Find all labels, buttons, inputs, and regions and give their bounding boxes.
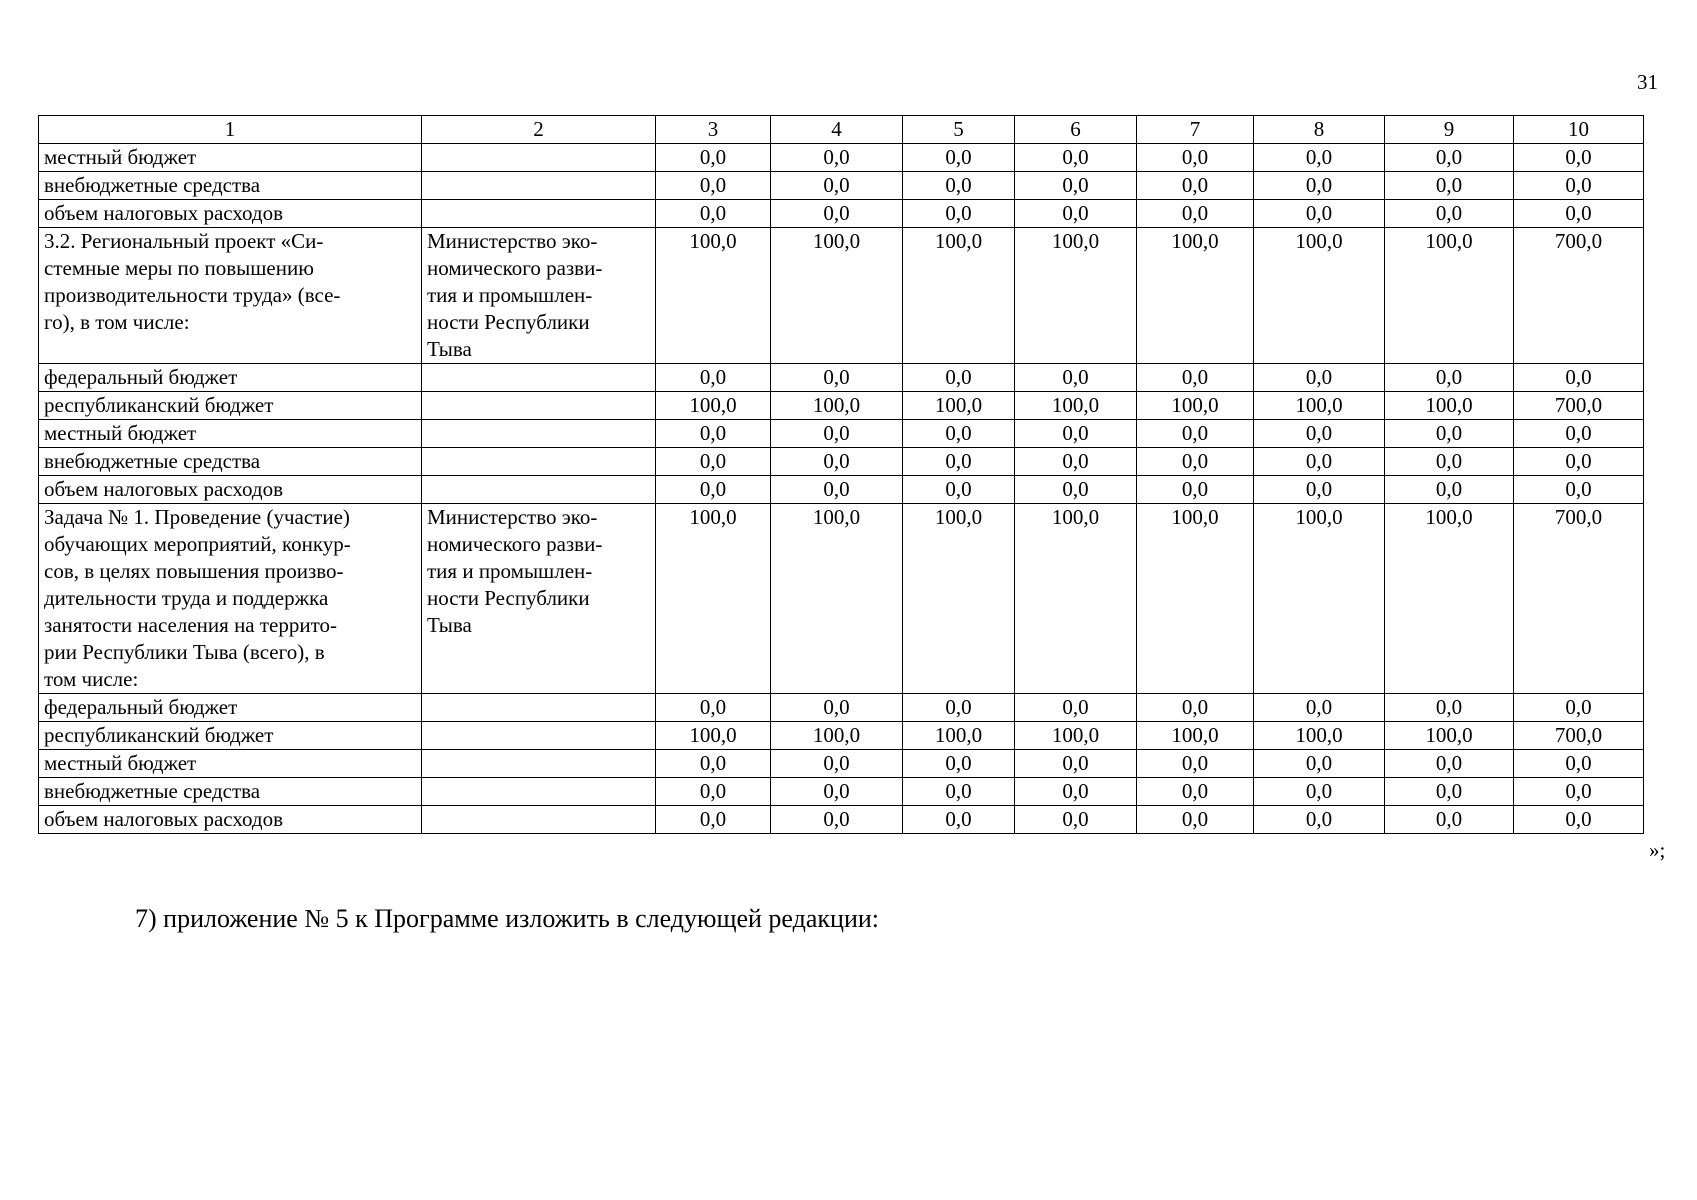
value-cell: 0,0 [1385,172,1514,200]
value-cell: 100,0 [771,504,903,694]
value-cell: 0,0 [771,750,903,778]
value-cell: 0,0 [656,200,771,228]
value-cell: 100,0 [1385,228,1514,364]
header-cell: 7 [1137,116,1254,144]
value-cell: 100,0 [1254,504,1385,694]
value-cell: 100,0 [656,504,771,694]
table-row-funding-source [39,806,1644,834]
table-row-funding-source [39,392,1644,420]
row-label-cell: внебюджетные средства [39,172,422,200]
budget-table [38,115,1644,834]
value-cell: 0,0 [656,694,771,722]
value-cell: 0,0 [1254,420,1385,448]
value-cell: 0,0 [903,778,1015,806]
row-label-cell: Задача № 1. Проведение (участие) обучающих мероприятий, конкур- сов, в целях повышения произво- дительности труда и поддержка занятости населения на террито- рии Республики Тыва (всего), в том числе: [39,504,422,694]
value-cell: 100,0 [1385,722,1514,750]
value-cell: 0,0 [1385,448,1514,476]
value-cell: 0,0 [903,448,1015,476]
value-cell: 0,0 [1514,750,1644,778]
table-row-funding-source [39,200,1644,228]
value-cell: 0,0 [903,200,1015,228]
amendment-instruction: 7) приложение № 5 к Программе изложить в следующей редакции: [135,904,879,933]
value-cell: 0,0 [1514,476,1644,504]
row-label-cell: республиканский бюджет [39,722,422,750]
value-cell: 0,0 [1137,200,1254,228]
value-cell: 0,0 [1137,750,1254,778]
row-label-cell: местный бюджет [39,750,422,778]
value-cell: 700,0 [1514,392,1644,420]
value-cell: 0,0 [1137,448,1254,476]
value-cell: 0,0 [903,806,1015,834]
executor-cell [422,448,656,476]
header-cell: 2 [422,116,656,144]
value-cell: 0,0 [1254,476,1385,504]
value-cell: 0,0 [1015,200,1137,228]
executor-cell [422,144,656,172]
table-row-funding-source [39,144,1644,172]
value-cell: 100,0 [903,392,1015,420]
value-cell: 0,0 [1254,144,1385,172]
value-cell: 0,0 [1385,364,1514,392]
row-label-cell: внебюджетные средства [39,778,422,806]
executor-cell: Министерство эко- номического разви- тия и промышлен- ности Республики Тыва [422,504,656,694]
value-cell: 100,0 [1254,228,1385,364]
table-row-funding-source [39,172,1644,200]
value-cell: 100,0 [1385,504,1514,694]
table-header-row [39,116,1644,144]
value-cell: 100,0 [1254,392,1385,420]
executor-cell [422,806,656,834]
value-cell: 100,0 [1015,722,1137,750]
executor-cell [422,172,656,200]
executor-cell [422,778,656,806]
value-cell: 0,0 [1514,806,1644,834]
value-cell: 100,0 [903,504,1015,694]
value-cell: 0,0 [903,172,1015,200]
value-cell: 0,0 [771,364,903,392]
executor-cell [422,722,656,750]
value-cell: 100,0 [656,722,771,750]
header-cell: 3 [656,116,771,144]
page-number: 31 [1637,70,1658,94]
value-cell: 100,0 [656,392,771,420]
value-cell: 100,0 [1137,392,1254,420]
value-cell: 0,0 [1514,200,1644,228]
value-cell: 0,0 [1385,694,1514,722]
table-row-section [39,228,1644,364]
value-cell: 0,0 [1385,476,1514,504]
value-cell: 0,0 [903,750,1015,778]
value-cell: 100,0 [903,722,1015,750]
value-cell: 0,0 [1514,448,1644,476]
value-cell: 0,0 [903,476,1015,504]
value-cell: 0,0 [1254,200,1385,228]
value-cell: 0,0 [1385,420,1514,448]
value-cell: 700,0 [1514,504,1644,694]
value-cell: 0,0 [1514,144,1644,172]
row-label-cell: федеральный бюджет [39,364,422,392]
value-cell: 0,0 [771,806,903,834]
executor-cell [422,476,656,504]
value-cell: 0,0 [1015,806,1137,834]
value-cell: 0,0 [656,420,771,448]
value-cell: 0,0 [1015,694,1137,722]
row-label-cell: объем налоговых расходов [39,476,422,504]
header-cell: 8 [1254,116,1385,144]
value-cell: 0,0 [771,420,903,448]
value-cell: 0,0 [903,694,1015,722]
value-cell: 0,0 [771,172,903,200]
value-cell: 0,0 [656,172,771,200]
value-cell: 0,0 [1137,806,1254,834]
value-cell: 0,0 [656,750,771,778]
row-label-cell: республиканский бюджет [39,392,422,420]
value-cell: 0,0 [771,200,903,228]
row-label-cell: объем налоговых расходов [39,806,422,834]
header-cell: 9 [1385,116,1514,144]
header-cell: 5 [903,116,1015,144]
table-row-section [39,504,1644,694]
executor-cell [422,200,656,228]
header-cell: 1 [39,116,422,144]
value-cell: 0,0 [1514,778,1644,806]
value-cell: 0,0 [1385,778,1514,806]
value-cell: 0,0 [1254,806,1385,834]
value-cell: 100,0 [1254,722,1385,750]
value-cell: 0,0 [656,476,771,504]
value-cell: 0,0 [1015,144,1137,172]
value-cell: 0,0 [1015,364,1137,392]
value-cell: 0,0 [1137,476,1254,504]
value-cell: 0,0 [1514,420,1644,448]
value-cell: 0,0 [656,778,771,806]
value-cell: 100,0 [903,228,1015,364]
value-cell: 0,0 [771,694,903,722]
value-cell: 100,0 [1137,504,1254,694]
value-cell: 0,0 [1385,144,1514,172]
table-row-funding-source [39,476,1644,504]
value-cell: 0,0 [1514,694,1644,722]
value-cell: 0,0 [1254,364,1385,392]
header-cell: 4 [771,116,903,144]
executor-cell [422,750,656,778]
value-cell: 0,0 [1137,778,1254,806]
header-cell: 6 [1015,116,1137,144]
table-row-funding-source [39,364,1644,392]
value-cell: 100,0 [1015,392,1137,420]
value-cell: 100,0 [1015,228,1137,364]
row-label-cell: федеральный бюджет [39,694,422,722]
value-cell: 0,0 [771,778,903,806]
executor-cell [422,392,656,420]
table-row-funding-source [39,722,1644,750]
value-cell: 100,0 [1137,722,1254,750]
row-label-cell: местный бюджет [39,144,422,172]
value-cell: 100,0 [1385,392,1514,420]
value-cell: 0,0 [1514,172,1644,200]
value-cell: 700,0 [1514,722,1644,750]
value-cell: 100,0 [771,392,903,420]
executor-cell [422,420,656,448]
value-cell: 0,0 [1514,364,1644,392]
row-label-cell: объем налоговых расходов [39,200,422,228]
value-cell: 0,0 [656,806,771,834]
value-cell: 0,0 [1137,364,1254,392]
table-row-funding-source [39,448,1644,476]
value-cell: 0,0 [1137,172,1254,200]
value-cell: 0,0 [1254,448,1385,476]
value-cell: 0,0 [771,448,903,476]
value-cell: 0,0 [1015,778,1137,806]
row-label-cell: местный бюджет [39,420,422,448]
value-cell: 0,0 [656,144,771,172]
value-cell: 0,0 [656,364,771,392]
value-cell: 0,0 [1015,476,1137,504]
value-cell: 0,0 [1385,750,1514,778]
executor-cell [422,694,656,722]
value-cell: 100,0 [1137,228,1254,364]
value-cell: 100,0 [771,228,903,364]
value-cell: 0,0 [903,420,1015,448]
value-cell: 0,0 [1254,694,1385,722]
table-row-funding-source [39,694,1644,722]
value-cell: 0,0 [1137,144,1254,172]
header-cell: 10 [1514,116,1644,144]
closing-quote-mark: »; [1649,838,1666,862]
value-cell: 0,0 [1015,448,1137,476]
executor-cell: Министерство эко- номического разви- тия и промышлен- ности Республики Тыва [422,228,656,364]
table-row-funding-source [39,750,1644,778]
executor-cell [422,364,656,392]
value-cell: 0,0 [771,476,903,504]
value-cell: 0,0 [1254,778,1385,806]
value-cell: 100,0 [1015,504,1137,694]
value-cell: 0,0 [1015,172,1137,200]
value-cell: 0,0 [903,364,1015,392]
value-cell: 0,0 [1254,172,1385,200]
value-cell: 0,0 [1137,420,1254,448]
value-cell: 0,0 [1137,694,1254,722]
value-cell: 0,0 [903,144,1015,172]
value-cell: 100,0 [656,228,771,364]
row-label-cell: внебюджетные средства [39,448,422,476]
value-cell: 0,0 [1385,200,1514,228]
value-cell: 0,0 [1385,806,1514,834]
table-row-funding-source [39,778,1644,806]
value-cell: 0,0 [771,144,903,172]
table-body [39,116,1644,834]
value-cell: 700,0 [1514,228,1644,364]
value-cell: 0,0 [1015,420,1137,448]
row-label-cell: 3.2. Региональный проект «Си- стемные меры по повышению производительности труда» (все- го), в том числе: [39,228,422,364]
value-cell: 0,0 [1254,750,1385,778]
value-cell: 0,0 [1015,750,1137,778]
table-row-funding-source [39,420,1644,448]
value-cell: 0,0 [656,448,771,476]
value-cell: 100,0 [771,722,903,750]
